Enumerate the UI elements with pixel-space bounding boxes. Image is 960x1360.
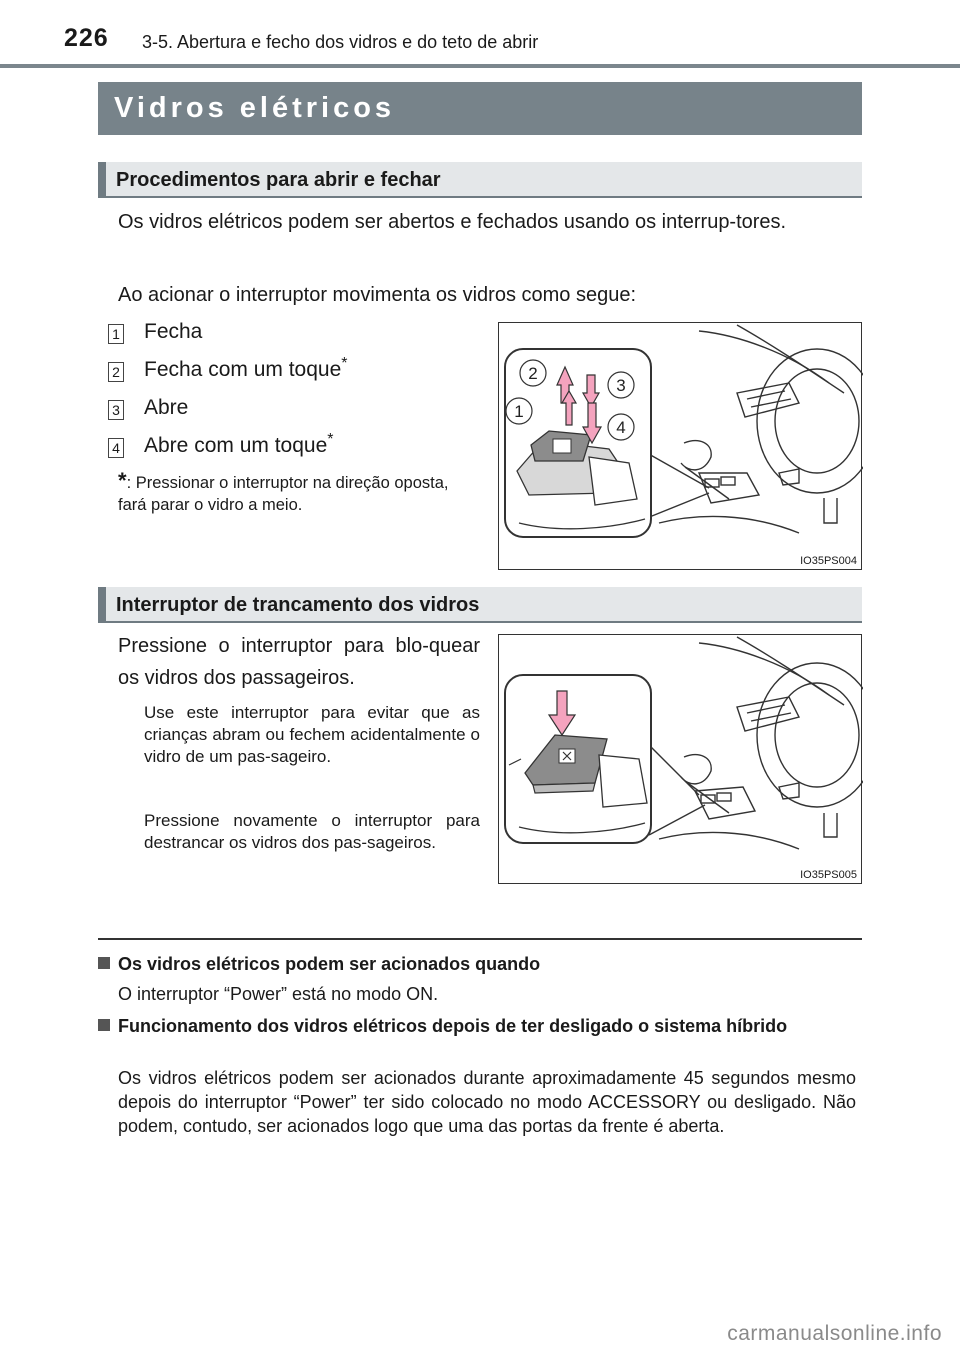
callout-1: 1 [514,402,524,421]
lead-text: Ao acionar o interruptor movimenta os vidros como segue: [118,284,637,306]
lock-lead-text: Pressione o interruptor para blo-quear os vidros dos passageiros. [118,635,480,689]
callout-3: 3 [616,376,626,395]
figure-code: IO35PS005 [800,869,857,881]
lock-note-2: Pressione novamente o interruptor para destrancar os vidros dos pas-sageiros. [144,811,480,852]
watermark: carmanualsonline.info [727,1322,942,1345]
step-label: Fecha [144,320,203,343]
section-divider [98,938,862,940]
info-heading-2: Funcionamento dos vidros elétricos depois de ter desligado o sistema híbrido [98,1014,862,1038]
step-label: Fecha com um toque* [144,355,348,381]
intro-text: Os vidros elétricos podem ser abertos e fechados usando os interrup-tores. [118,211,787,233]
info-text-1: O interruptor “Power” está no modo ON. [118,984,439,1004]
window-switch-illustration [499,323,863,571]
subhead-procedures: Procedimentos para abrir e fechar [98,162,862,198]
header-rule [0,64,960,68]
chapter-title: 3-5. Abertura e fecho dos vidros e do teto de abrir [142,32,539,52]
lock-switch-illustration [499,635,863,885]
footnote: *: Pressionar o interruptor na direção oposta, fará parar o vidro a meio. [118,468,449,514]
section-title: Vidros elétricos [98,82,862,135]
callout-2: 2 [528,364,538,383]
info-heading-1: Os vidros elétricos podem ser acionados quando [98,952,862,976]
callout-4: 4 [616,418,626,437]
step-number: 3 [108,400,124,420]
step-label: Abre com um toque* [144,431,334,457]
lock-note-1: Use este interruptor para evitar que as crianças abram ou fechem acidentalmente o vidro de um pas-sageiro. [144,703,480,766]
figure-lock-switch [498,634,862,884]
bullet-square-icon [98,1019,110,1031]
subhead-window-lock: Interruptor de trancamento dos vidros [98,587,862,623]
step-number: 1 [108,324,124,344]
figure-code: IO35PS004 [800,555,857,567]
info-text-2: Os vidros elétricos podem ser acionados durante aproximadamente 45 segundos mesmo depois do interruptor “Power” ter sido colocado no modo ACCESSORY ou desligado. Não podem, contudo, ser acionados logo que uma das portas da frente é aberta. [118,1068,856,1136]
step-label: Abre [144,396,189,419]
figure-window-switch [498,322,862,570]
step-number: 2 [108,362,124,382]
step-number: 4 [108,438,124,458]
bullet-square-icon [98,957,110,969]
page-number: 226 [64,24,109,52]
